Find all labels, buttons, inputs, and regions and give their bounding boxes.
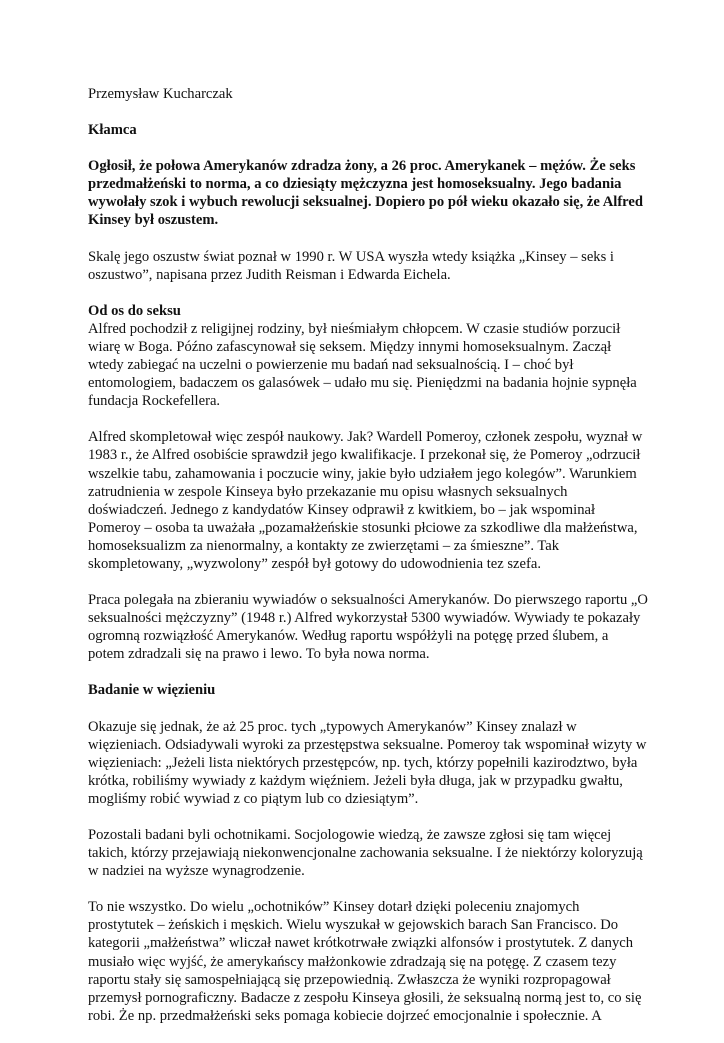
article-title: Kłamca xyxy=(88,122,137,139)
author-name: Przemysław Kucharczak xyxy=(88,86,233,102)
section-heading-od-os-do-seksu: Od os do seksu xyxy=(88,302,181,319)
paragraph: Alfred pochodził z religijnej rodziny, był nieśmiałym chłopcem. W czasie studiów porzucił wiarę w Boga. Późno zafascynował się seksem. Między innymi homoseksualnym. Zaczął wtedy zabiegać na uczelni o powierzenie mu badań nad seksualnością. I – choć był entomologiem, badaczem os galasówek – udało mu się. Pieniędzmi na badania hojnie sypnęła fundacja Rockefellera. xyxy=(88,320,637,410)
paragraph: Praca polegała na zbieraniu wywiadów o seksualności Amerykanów. Do pierwszego raportu „O seksualności mężczyzny” (1948 r.) Alfred wykorzystał 5300 wywiadów. Wywiady te pokazały ogromną rozwiązłość Amerykanów. Według raportu współżyli na potęgę przed ślubem, a potem zdradzali się na prawo i lewo. To była nowa norma. xyxy=(88,592,648,663)
intro-paragraph: Skalę jego oszustw świat poznał w 1990 r. W USA wyszła wtedy książka „Kinsey – seks i oszustwo”, napisana przez Judith Reisman i Edwarda Eichela. xyxy=(88,248,614,283)
article-body xyxy=(88,85,648,1043)
paragraph: Alfred skompletował więc zespół naukowy. Jak? Wardell Pomeroy, członek zespołu, wyznał w 1983 r., że Alfred osobiście sprawdził jego kwalifikacje. I przekonał się, że Pomeroy „odrzucił wszelkie tabu, zahamowania i poczucie winy, jakie było udziałem jego kolegów”. Warunkiem zatrudnienia w zespole Kinseya było przekazanie mu opisu własnych seksualnych doświadczeń. Jednego z kandydatów Kinsey odprawił z kwitkiem, bo – jak wspominał Pomeroy – osoba ta uważała „pozamałżeńskie stosunki płciowe za szkodliwe dla małżeństwa, homoseksualizm za nienormalny, a kontakty ze zwierzętami – za śmieszne”. Tak skompletowany, „wyzwolony” zespół był gotowy do udowodnienia tez szefa. xyxy=(88,429,643,572)
paragraph: To nie wszystko. Do wielu „ochotników” Kinsey dotarł dzięki poleceniu znajomych prostytutek – żeńskich i męskich. Wielu wyszukał w gejowskich barach San Francisco. Do kategorii „małżeństwa” wliczał nawet krótkotrwałe związki alfonsów i prostytutek. Z danych musiało więc wyjść, że amerykańscy małżonkowie zdradzają się na potęgę. Z czasem tezy raportu stały się samospełniającą się przepowiednią. Zwłaszcza że wyniki rozpropagował przemysł pornograficzny. Badacze z zespołu Kinseya głosili, że seksualną normą jest to, co się robi. Że np. przedmałżeński seks pomaga kobiecie dojrzeć emocjonalnie i społecznie. A xyxy=(88,899,642,1024)
paragraph: Okazuje się jednak, że aż 25 proc. tych „typowych Amerykanów” Kinsey znalazł w więzieniach. Odsiadywali wyroki za przestępstwa seksualne. Pomeroy tak wspominał wizyty w więzieniach: „Jeżeli lista niektórych przestępców, np. tych, którzy popełnili kazirodztwo, była krótka, robiliśmy wywiady z każdym więźniem. Jeżeli była długa, jak w przypadku gwałtu, mogliśmy robić wywiad z co piątym lub co dziesiątym”. xyxy=(88,718,647,807)
paragraph: Pozostali badani byli ochotnikami. Socjologowie wiedzą, że zawsze zgłosi się tam więcej takich, którzy przejawiają niekonwencjonalne zachowania seksualne. I że niektórzy koloryzują w nadziei na wyższe wynagrodzenie. xyxy=(88,827,643,880)
article-lead: Ogłosił, że połowa Amerykanów zdradza żony, a 26 proc. Amerykanek – mężów. Że seks przedmałżeński to norma, a co dziesiąty mężczyzna jest homoseksualny. Jego badania wywołały szok i wybuch rewolucji seksualnej. Dopiero po pół wieku okazało się, że Alfred Kinsey był oszustem. xyxy=(88,158,643,229)
section-heading-badanie-w-wiezieniu: Badanie w więzieniu xyxy=(88,682,216,699)
